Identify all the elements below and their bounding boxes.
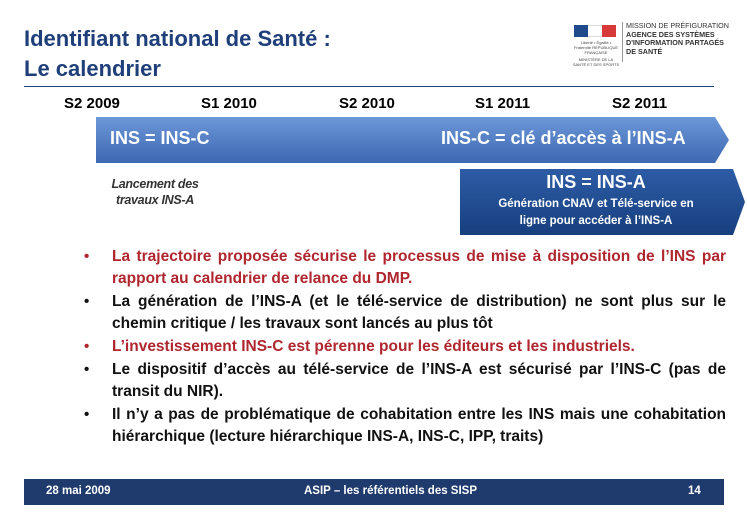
arrow-main-left-text: INS = INS-C: [110, 128, 210, 148]
footer-title: ASIP – les référentiels des SISP: [304, 485, 478, 497]
republic-text: Liberté • Égalité • Fraternité RÉPUBLIQUE FRANÇAISE MINISTÈRE DE LA SANTÉ ET DES SPORTS: [572, 40, 620, 67]
arrow-second-subtitle: Génération CNAV et Télé-service en ligne pour accéder à l’INS-A: [498, 198, 694, 227]
title-line-1: Identifiant national de Santé :: [24, 26, 331, 51]
page-number: 14: [688, 485, 701, 497]
period-label: S2 2011: [612, 95, 668, 112]
footer-date: 28 mai 2009: [46, 485, 111, 497]
period-label: S2 2009: [64, 95, 120, 112]
title-line-2: Le calendrier: [24, 56, 161, 81]
bullet-item: • Il n’y a pas de problématique de cohabitation entre les INS mais une cohabitation hiérarchique (lecture hiérarchique INS-A, INS-C, IPP, traits): [84, 406, 726, 445]
arrow-second-title: INS = INS-A: [546, 172, 646, 192]
slide-footer: [24, 479, 724, 505]
bullet-item: • Le dispositif d’accès au télé-service de l’INS-A est sécurisé par l’INS-C (pas de transit du NIR).: [84, 361, 726, 400]
mission-text: MISSION DE PRÉFIGURATION AGENCE DES SYSTÈMES D'INFORMATION PARTAGÉS DE SANTÉ: [626, 21, 729, 56]
period-label: S1 2010: [201, 95, 257, 112]
lancement-label: Lancement des travaux INS-A: [111, 177, 199, 207]
bullet-list: [82, 246, 726, 449]
arrow-main-right-text: INS-C = clé d’accès à l’INS-A: [441, 128, 686, 148]
period-label: S2 2010: [339, 95, 395, 112]
bullet-item: • L’investissement INS-C est pérenne pour les éditeurs et les industriels.: [84, 338, 635, 355]
period-label: S1 2011: [475, 95, 531, 112]
bullet-item: • La génération de l’INS-A (et le télé-service de distribution) ne sont plus sur le chemin critique / les travaux sont lancés au plus tôt: [84, 293, 726, 332]
bullet-item: • La trajectoire proposée sécurise le processus de mise à disposition de l’INS par rapport au calendrier de relance du DMP.: [84, 248, 726, 287]
